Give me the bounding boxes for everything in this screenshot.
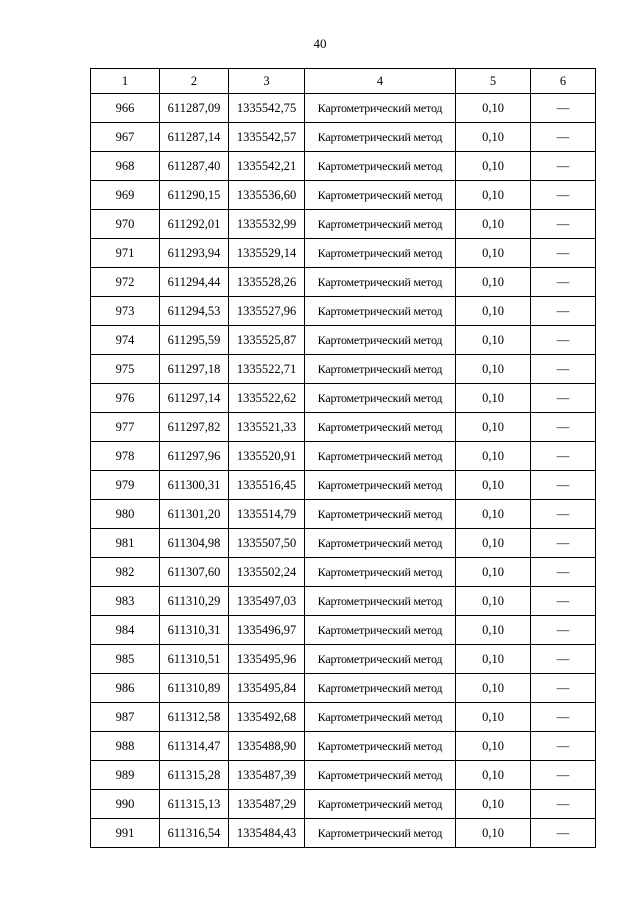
method-cell: Картометрический метод [305, 529, 456, 558]
description-cell: — [531, 268, 596, 297]
description-cell: — [531, 413, 596, 442]
point-number-cell: 973 [91, 297, 160, 326]
x-coordinate-cell: 611292,01 [160, 210, 229, 239]
y-coordinate-cell: 1335484,43 [229, 819, 305, 848]
x-coordinate-cell: 611314,47 [160, 732, 229, 761]
column-header: 1 [91, 69, 160, 94]
x-coordinate-cell: 611290,15 [160, 181, 229, 210]
table-row [91, 761, 596, 790]
description-cell: — [531, 645, 596, 674]
method-cell: Картометрический метод [305, 732, 456, 761]
table-row [91, 529, 596, 558]
description-cell: — [531, 297, 596, 326]
point-number-cell: 980 [91, 500, 160, 529]
x-coordinate-cell: 611315,13 [160, 790, 229, 819]
method-cell: Картометрический метод [305, 471, 456, 500]
accuracy-cell: 0,10 [456, 500, 531, 529]
description-cell: — [531, 529, 596, 558]
accuracy-cell: 0,10 [456, 268, 531, 297]
x-coordinate-cell: 611310,29 [160, 587, 229, 616]
x-coordinate-cell: 611294,44 [160, 268, 229, 297]
y-coordinate-cell: 1335522,71 [229, 355, 305, 384]
x-coordinate-cell: 611315,28 [160, 761, 229, 790]
description-cell: — [531, 181, 596, 210]
y-coordinate-cell: 1335527,96 [229, 297, 305, 326]
accuracy-cell: 0,10 [456, 123, 531, 152]
point-number-cell: 967 [91, 123, 160, 152]
column-header: 3 [229, 69, 305, 94]
point-number-cell: 976 [91, 384, 160, 413]
y-coordinate-cell: 1335532,99 [229, 210, 305, 239]
point-number-cell: 981 [91, 529, 160, 558]
y-coordinate-cell: 1335529,14 [229, 239, 305, 268]
table-row [91, 703, 596, 732]
point-number-cell: 966 [91, 94, 160, 123]
y-coordinate-cell: 1335522,62 [229, 384, 305, 413]
column-header: 5 [456, 69, 531, 94]
table-row [91, 326, 596, 355]
table-header-row [91, 69, 596, 94]
point-number-cell: 972 [91, 268, 160, 297]
table-row [91, 790, 596, 819]
page-number: 40 [313, 36, 327, 51]
description-cell: — [531, 384, 596, 413]
accuracy-cell: 0,10 [456, 210, 531, 239]
description-cell: — [531, 210, 596, 239]
description-cell: — [531, 355, 596, 384]
point-number-cell: 974 [91, 326, 160, 355]
x-coordinate-cell: 611297,18 [160, 355, 229, 384]
x-coordinate-cell: 611301,20 [160, 500, 229, 529]
x-coordinate-cell: 611310,51 [160, 645, 229, 674]
accuracy-cell: 0,10 [456, 645, 531, 674]
accuracy-cell: 0,10 [456, 181, 531, 210]
table-row [91, 413, 596, 442]
y-coordinate-cell: 1335487,29 [229, 790, 305, 819]
column-header: 2 [160, 69, 229, 94]
x-coordinate-cell: 611316,54 [160, 819, 229, 848]
method-cell: Картометрический метод [305, 442, 456, 471]
description-cell: — [531, 761, 596, 790]
point-number-cell: 989 [91, 761, 160, 790]
point-number-cell: 969 [91, 181, 160, 210]
table-row [91, 152, 596, 181]
accuracy-cell: 0,10 [456, 326, 531, 355]
description-cell: — [531, 442, 596, 471]
x-coordinate-cell: 611295,59 [160, 326, 229, 355]
table-row [91, 674, 596, 703]
y-coordinate-cell: 1335497,03 [229, 587, 305, 616]
method-cell: Картометрический метод [305, 268, 456, 297]
point-number-cell: 990 [91, 790, 160, 819]
table-row [91, 732, 596, 761]
point-number-cell: 975 [91, 355, 160, 384]
method-cell: Картометрический метод [305, 674, 456, 703]
x-coordinate-cell: 611297,96 [160, 442, 229, 471]
method-cell: Картометрический метод [305, 181, 456, 210]
point-number-cell: 971 [91, 239, 160, 268]
x-coordinate-cell: 611307,60 [160, 558, 229, 587]
table-row [91, 442, 596, 471]
x-coordinate-cell: 611294,53 [160, 297, 229, 326]
y-coordinate-cell: 1335507,50 [229, 529, 305, 558]
accuracy-cell: 0,10 [456, 587, 531, 616]
method-cell: Картометрический метод [305, 587, 456, 616]
y-coordinate-cell: 1335488,90 [229, 732, 305, 761]
method-cell: Картометрический метод [305, 384, 456, 413]
table-row [91, 558, 596, 587]
table-row [91, 181, 596, 210]
description-cell: — [531, 94, 596, 123]
y-coordinate-cell: 1335495,84 [229, 674, 305, 703]
point-number-cell: 982 [91, 558, 160, 587]
column-header: 4 [305, 69, 456, 94]
table-row [91, 210, 596, 239]
table-row [91, 645, 596, 674]
point-number-cell: 986 [91, 674, 160, 703]
table-row [91, 94, 596, 123]
point-number-cell: 977 [91, 413, 160, 442]
x-coordinate-cell: 611297,14 [160, 384, 229, 413]
accuracy-cell: 0,10 [456, 384, 531, 413]
accuracy-cell: 0,10 [456, 819, 531, 848]
description-cell: — [531, 790, 596, 819]
table-row [91, 355, 596, 384]
method-cell: Картометрический метод [305, 413, 456, 442]
x-coordinate-cell: 611304,98 [160, 529, 229, 558]
method-cell: Картометрический метод [305, 703, 456, 732]
y-coordinate-cell: 1335542,21 [229, 152, 305, 181]
accuracy-cell: 0,10 [456, 761, 531, 790]
y-coordinate-cell: 1335521,33 [229, 413, 305, 442]
point-number-cell: 979 [91, 471, 160, 500]
x-coordinate-cell: 611287,40 [160, 152, 229, 181]
x-coordinate-cell: 611310,89 [160, 674, 229, 703]
method-cell: Картометрический метод [305, 500, 456, 529]
description-cell: — [531, 587, 596, 616]
y-coordinate-cell: 1335495,96 [229, 645, 305, 674]
method-cell: Картометрический метод [305, 123, 456, 152]
y-coordinate-cell: 1335536,60 [229, 181, 305, 210]
accuracy-cell: 0,10 [456, 94, 531, 123]
description-cell: — [531, 674, 596, 703]
table-row [91, 500, 596, 529]
point-number-cell: 991 [91, 819, 160, 848]
y-coordinate-cell: 1335516,45 [229, 471, 305, 500]
accuracy-cell: 0,10 [456, 239, 531, 268]
column-header: 6 [531, 69, 596, 94]
point-number-cell: 970 [91, 210, 160, 239]
description-cell: — [531, 152, 596, 181]
y-coordinate-cell: 1335525,87 [229, 326, 305, 355]
y-coordinate-cell: 1335520,91 [229, 442, 305, 471]
coordinates-table [90, 68, 596, 848]
accuracy-cell: 0,10 [456, 471, 531, 500]
accuracy-cell: 0,10 [456, 790, 531, 819]
table-row [91, 587, 596, 616]
description-cell: — [531, 558, 596, 587]
table-row [91, 384, 596, 413]
accuracy-cell: 0,10 [456, 297, 531, 326]
y-coordinate-cell: 1335496,97 [229, 616, 305, 645]
y-coordinate-cell: 1335487,39 [229, 761, 305, 790]
description-cell: — [531, 616, 596, 645]
method-cell: Картометрический метод [305, 326, 456, 355]
table-row [91, 297, 596, 326]
description-cell: — [531, 732, 596, 761]
table-row [91, 123, 596, 152]
description-cell: — [531, 471, 596, 500]
table-row [91, 268, 596, 297]
table-row [91, 471, 596, 500]
y-coordinate-cell: 1335542,75 [229, 94, 305, 123]
method-cell: Картометрический метод [305, 152, 456, 181]
method-cell: Картометрический метод [305, 819, 456, 848]
point-number-cell: 968 [91, 152, 160, 181]
method-cell: Картометрический метод [305, 645, 456, 674]
accuracy-cell: 0,10 [456, 355, 531, 384]
method-cell: Картометрический метод [305, 355, 456, 384]
x-coordinate-cell: 611297,82 [160, 413, 229, 442]
point-number-cell: 984 [91, 616, 160, 645]
x-coordinate-cell: 611287,09 [160, 94, 229, 123]
x-coordinate-cell: 611312,58 [160, 703, 229, 732]
accuracy-cell: 0,10 [456, 616, 531, 645]
description-cell: — [531, 500, 596, 529]
point-number-cell: 978 [91, 442, 160, 471]
y-coordinate-cell: 1335502,24 [229, 558, 305, 587]
method-cell: Картометрический метод [305, 790, 456, 819]
x-coordinate-cell: 611293,94 [160, 239, 229, 268]
table-row [91, 616, 596, 645]
accuracy-cell: 0,10 [456, 152, 531, 181]
x-coordinate-cell: 611300,31 [160, 471, 229, 500]
method-cell: Картометрический метод [305, 210, 456, 239]
y-coordinate-cell: 1335528,26 [229, 268, 305, 297]
accuracy-cell: 0,10 [456, 413, 531, 442]
point-number-cell: 987 [91, 703, 160, 732]
point-number-cell: 988 [91, 732, 160, 761]
table-row [91, 239, 596, 268]
description-cell: — [531, 819, 596, 848]
accuracy-cell: 0,10 [456, 442, 531, 471]
description-cell: — [531, 239, 596, 268]
accuracy-cell: 0,10 [456, 558, 531, 587]
y-coordinate-cell: 1335492,68 [229, 703, 305, 732]
method-cell: Картометрический метод [305, 239, 456, 268]
description-cell: — [531, 326, 596, 355]
point-number-cell: 985 [91, 645, 160, 674]
accuracy-cell: 0,10 [456, 732, 531, 761]
table-row [91, 819, 596, 848]
y-coordinate-cell: 1335514,79 [229, 500, 305, 529]
point-number-cell: 983 [91, 587, 160, 616]
method-cell: Картометрический метод [305, 297, 456, 326]
x-coordinate-cell: 611310,31 [160, 616, 229, 645]
y-coordinate-cell: 1335542,57 [229, 123, 305, 152]
accuracy-cell: 0,10 [456, 674, 531, 703]
accuracy-cell: 0,10 [456, 703, 531, 732]
method-cell: Картометрический метод [305, 94, 456, 123]
method-cell: Картометрический метод [305, 558, 456, 587]
method-cell: Картометрический метод [305, 616, 456, 645]
accuracy-cell: 0,10 [456, 529, 531, 558]
method-cell: Картометрический метод [305, 761, 456, 790]
description-cell: — [531, 123, 596, 152]
x-coordinate-cell: 611287,14 [160, 123, 229, 152]
description-cell: — [531, 703, 596, 732]
